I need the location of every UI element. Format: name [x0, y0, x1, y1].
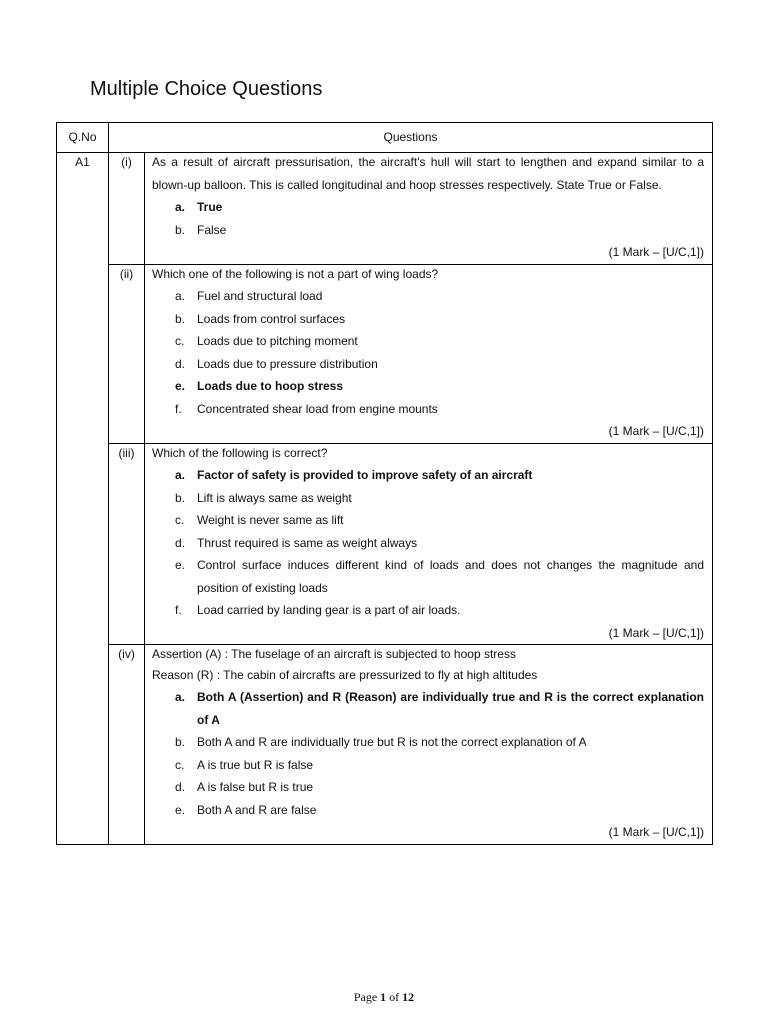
option-item — [152, 554, 704, 599]
option-item-correct — [152, 686, 704, 731]
page-footer — [0, 990, 768, 1005]
option-list — [152, 464, 704, 622]
option-letter: e. — [175, 558, 186, 572]
question-row — [57, 443, 713, 645]
option-letter: c. — [175, 513, 185, 527]
page-title: Multiple Choice Questions — [90, 78, 323, 100]
option-text: Load carried by landing gear is a part of air loads. — [197, 603, 461, 617]
option-item — [152, 308, 704, 331]
question-content — [145, 443, 713, 645]
option-list — [152, 285, 704, 420]
sub-question-number: (iii) — [109, 443, 145, 645]
header-questions: Questions — [109, 123, 713, 153]
option-item — [152, 532, 704, 555]
option-text: Fuel and structural load — [197, 289, 323, 303]
question-content — [145, 153, 713, 265]
option-text: Both A and R are false — [197, 802, 317, 817]
option-letter: d. — [175, 535, 186, 550]
option-list — [152, 196, 704, 241]
option-list — [152, 686, 704, 821]
question-row — [57, 153, 713, 265]
option-item-correct — [152, 196, 704, 219]
option-text: Lift is always same as weight — [197, 490, 352, 505]
option-text: Factor of safety is provided to improve safety of an aircraft — [197, 468, 533, 482]
option-letter: b. — [175, 311, 186, 326]
marks-label: (1 Mark – [U/C,1]) — [608, 825, 704, 839]
option-text: Both A and R are individually true but R is not the correct explanation of A — [197, 735, 587, 749]
question-stem: Which of the following is correct? — [152, 445, 328, 460]
option-text: True — [197, 200, 223, 214]
option-letter: a. — [175, 690, 186, 704]
option-letter: c. — [175, 757, 185, 772]
option-item — [152, 285, 704, 308]
option-text: Thrust required is same as weight always — [197, 535, 418, 550]
option-letter: e. — [175, 802, 186, 817]
footer-page-label: Page — [353, 990, 378, 1004]
footer-total-pages: 12 — [402, 990, 415, 1004]
option-letter: c. — [175, 334, 185, 348]
footer-of-label: of — [389, 990, 400, 1004]
option-item — [152, 330, 704, 353]
question-row — [57, 264, 713, 443]
option-item — [152, 353, 704, 376]
option-item — [152, 799, 704, 822]
sub-question-number: (iv) — [109, 645, 145, 845]
option-text: A is false but R is true — [197, 780, 314, 794]
option-text: False — [197, 222, 227, 237]
option-item — [152, 731, 704, 754]
option-letter: a. — [175, 289, 186, 303]
question-stem: Assertion (A) : The fuselage of an aircraft is subjected to hoop stress — [152, 647, 516, 661]
option-letter: b. — [175, 222, 186, 237]
option-text: Loads due to pressure distribution — [197, 356, 378, 371]
question-stem: Reason (R) : The cabin of aircrafts are pressurized to fly at high altitudes — [152, 667, 538, 682]
option-item-correct — [152, 375, 704, 398]
option-item-correct — [152, 464, 704, 487]
option-item — [152, 398, 704, 421]
option-letter: b. — [175, 490, 186, 505]
table-header-row — [57, 123, 713, 153]
question-content — [145, 264, 713, 443]
option-text: A is true but R is false — [197, 757, 314, 772]
marks-label: (1 Mark – [U/C,1]) — [608, 245, 704, 259]
question-number-cell: A1 — [57, 153, 109, 845]
option-text: Control surface induces different kind of loads and does not changes the magnitude and position of existing loads — [197, 558, 704, 595]
option-item — [152, 487, 704, 510]
option-item — [152, 776, 704, 799]
option-text: Loads from control surfaces — [197, 311, 346, 326]
option-letter: b. — [175, 735, 186, 749]
option-item — [152, 599, 704, 622]
question-stem: Which one of the following is not a part of wing loads? — [152, 266, 439, 281]
footer-current-page: 1 — [380, 990, 387, 1004]
option-letter: e. — [175, 379, 186, 393]
option-letter: f. — [175, 603, 182, 617]
marks-label: (1 Mark – [U/C,1]) — [608, 625, 704, 640]
question-content — [145, 645, 713, 845]
questions-table — [56, 122, 713, 845]
option-item — [152, 509, 704, 532]
option-letter: a. — [175, 468, 186, 482]
option-text: Loads due to hoop stress — [197, 379, 344, 393]
option-text: Concentrated shear load from engine mounts — [197, 401, 438, 416]
option-item — [152, 219, 704, 242]
option-text: Weight is never same as lift — [197, 513, 344, 527]
question-row — [57, 645, 713, 845]
header-qno: Q.No — [57, 123, 109, 153]
option-letter: a. — [175, 200, 186, 214]
option-item — [152, 754, 704, 777]
sub-question-number: (ii) — [109, 264, 145, 443]
option-letter: d. — [175, 356, 186, 371]
questions-body — [57, 153, 713, 845]
option-text: Both A (Assertion) and R (Reason) are individually true and R is the correct explanation of A — [197, 690, 704, 727]
option-letter: f. — [175, 401, 182, 416]
option-letter: d. — [175, 780, 186, 794]
question-stem: As a result of aircraft pressurisation, the aircraft's hull will start to lengthen and expand similar to a blown-up balloon. This is called longitudinal and hoop stresses respectively. State True or False. — [152, 155, 704, 192]
marks-label: (1 Mark – [U/C,1]) — [608, 424, 704, 438]
option-text: Loads due to pitching moment — [197, 334, 358, 348]
sub-question-number: (i) — [109, 153, 145, 265]
